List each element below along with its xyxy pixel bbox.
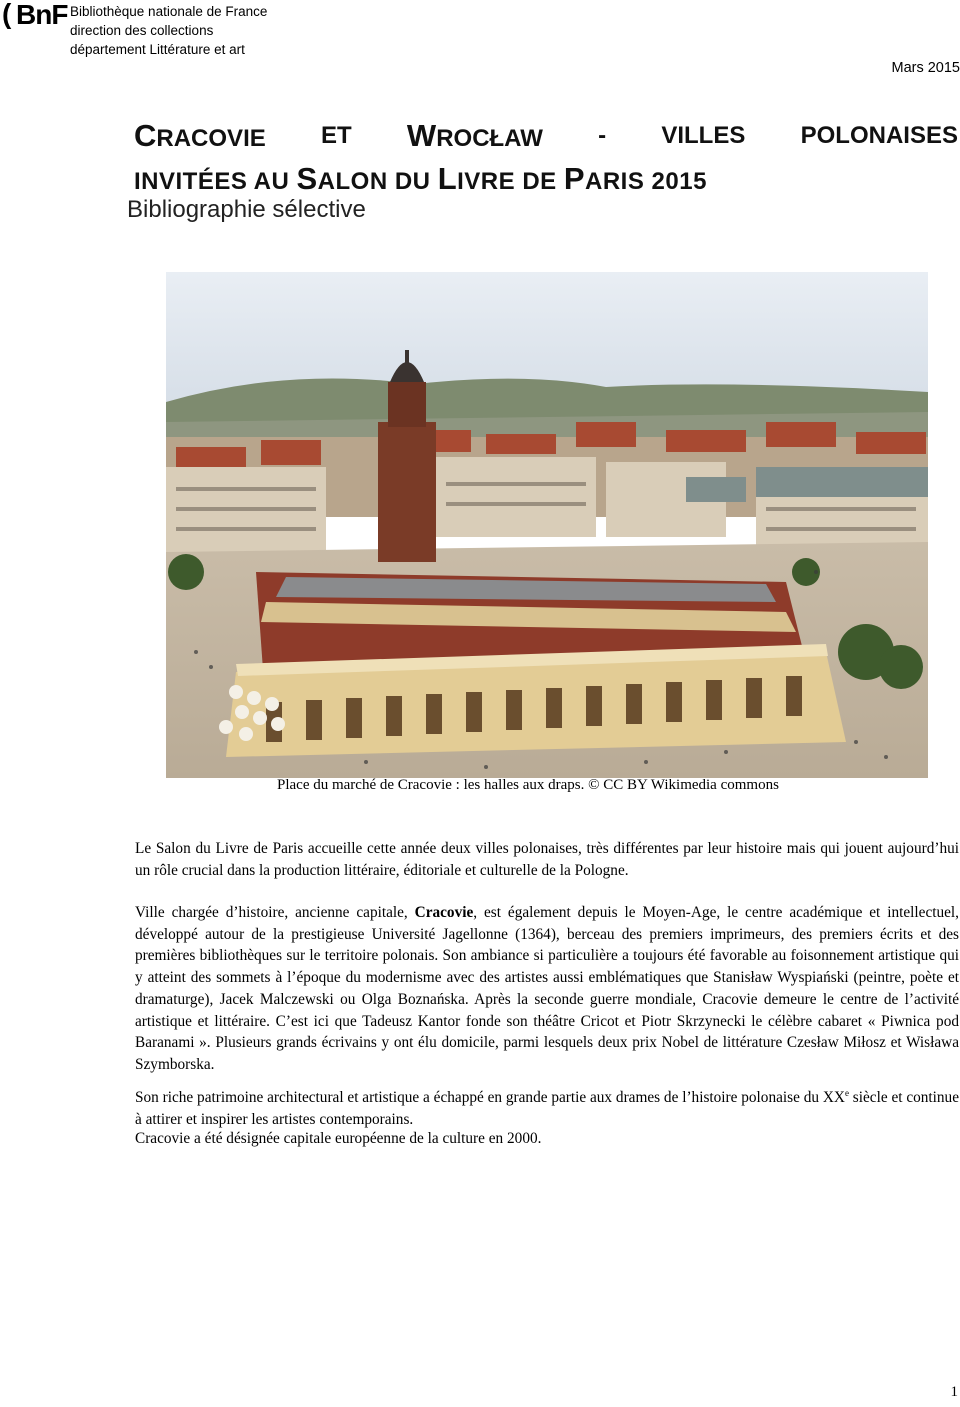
title-word: WROCŁAW (406, 118, 543, 153)
intro-paragraph: Le Salon du Livre de Paris accueille cette année deux villes polonaises, très différentes par leur histoire mais qui jouent aujourd’hui un rôle crucial dans la production littéraire, éditoriale et culturelle de la Pologne. (135, 840, 959, 879)
krakow-market-square-photo (166, 272, 928, 778)
capital-of-culture-paragraph: Cracovie a été désignée capitale européenne de la culture en 2000. (135, 1130, 542, 1147)
title-line-1 (134, 114, 958, 161)
title-word: POLONAISES (800, 122, 958, 149)
document-date: Mars 2015 (891, 60, 960, 76)
logo-text: BnF (16, 0, 68, 30)
org-line: département Littérature et art (70, 42, 245, 57)
org-line: Bibliothèque nationale de France (70, 4, 268, 19)
page-number: 1 (950, 1384, 958, 1400)
paragraph-text: Ville chargée d’histoire, ancienne capitale, (135, 904, 415, 921)
krakow-paragraph (135, 902, 959, 1076)
photo-caption: Place du marché de Cracovie : les halles aux draps. © CC BY Wikimedia commons (277, 777, 779, 793)
document-title (134, 114, 958, 204)
title-capital-letter: P (563, 161, 586, 196)
title-word: ET (321, 122, 352, 149)
document-subtitle: Bibliographie sélective (127, 196, 366, 223)
logo-bracket: ( (2, 0, 12, 29)
heritage-paragraph (135, 1087, 959, 1130)
title-capital-letter: L (437, 161, 458, 196)
paragraph-text: , est également depuis le Moyen-Age, le centre académique et intellectuel, développé autour de la prestigieuse Université Jagellonne (1364), berceau des premiers imprimeurs, des premiers écrits et des premières bibliothèques sur le territoire polonais. Son ambiance si particulière a toujours été favorable au foisonnement artistique qui y atteint des sommets à l’époque du modernisme avec des artistes aussi emblématiques que Stanisław Wyspiański (peintre, poète et dramaturge), Jacek Malczewski ou Olga Boznańska. Après la seconde guerre mondiale, Cracovie demeure le centre de l’activité artistique et littéraire. C’est ici que Tadeusz Kantor fonde son théâtre Cricot et Piotr Skrzynecki le célèbre cabaret « Piwnica pod Baranami ». Plusieurs grands écrivains y ont élu domicile, parmi lesquels deux prix Nobel de littérature Czesław Miłosz et Wisława Szymborska. (135, 904, 959, 1073)
title-word: - (598, 122, 607, 149)
century-superscript: e (844, 1088, 849, 1098)
org-line: direction des collections (70, 23, 214, 38)
city-name-bold: Cracovie (414, 904, 474, 921)
title-word: CRACOVIE (134, 118, 266, 153)
paragraph-text: Son riche patrimoine architectural et artistique a échappé en grande partie aux drames de l’histoire polonaise du XX (135, 1089, 845, 1106)
organization-block (70, 2, 267, 59)
paragraph-text: siècle et continue à attirer et inspirer les artistes contemporains. (135, 1089, 959, 1128)
bnf-logo (2, 0, 68, 30)
title-word: VILLES (661, 122, 746, 149)
title-capital-letter: C (134, 118, 157, 153)
title-line-2: INVITÉES AU SALON DU LIVRE DE PARIS 2015 (134, 161, 707, 196)
photo-illustration (166, 272, 928, 778)
title-capital-letter: W (406, 118, 437, 153)
title-capital-letter: S (296, 161, 318, 196)
